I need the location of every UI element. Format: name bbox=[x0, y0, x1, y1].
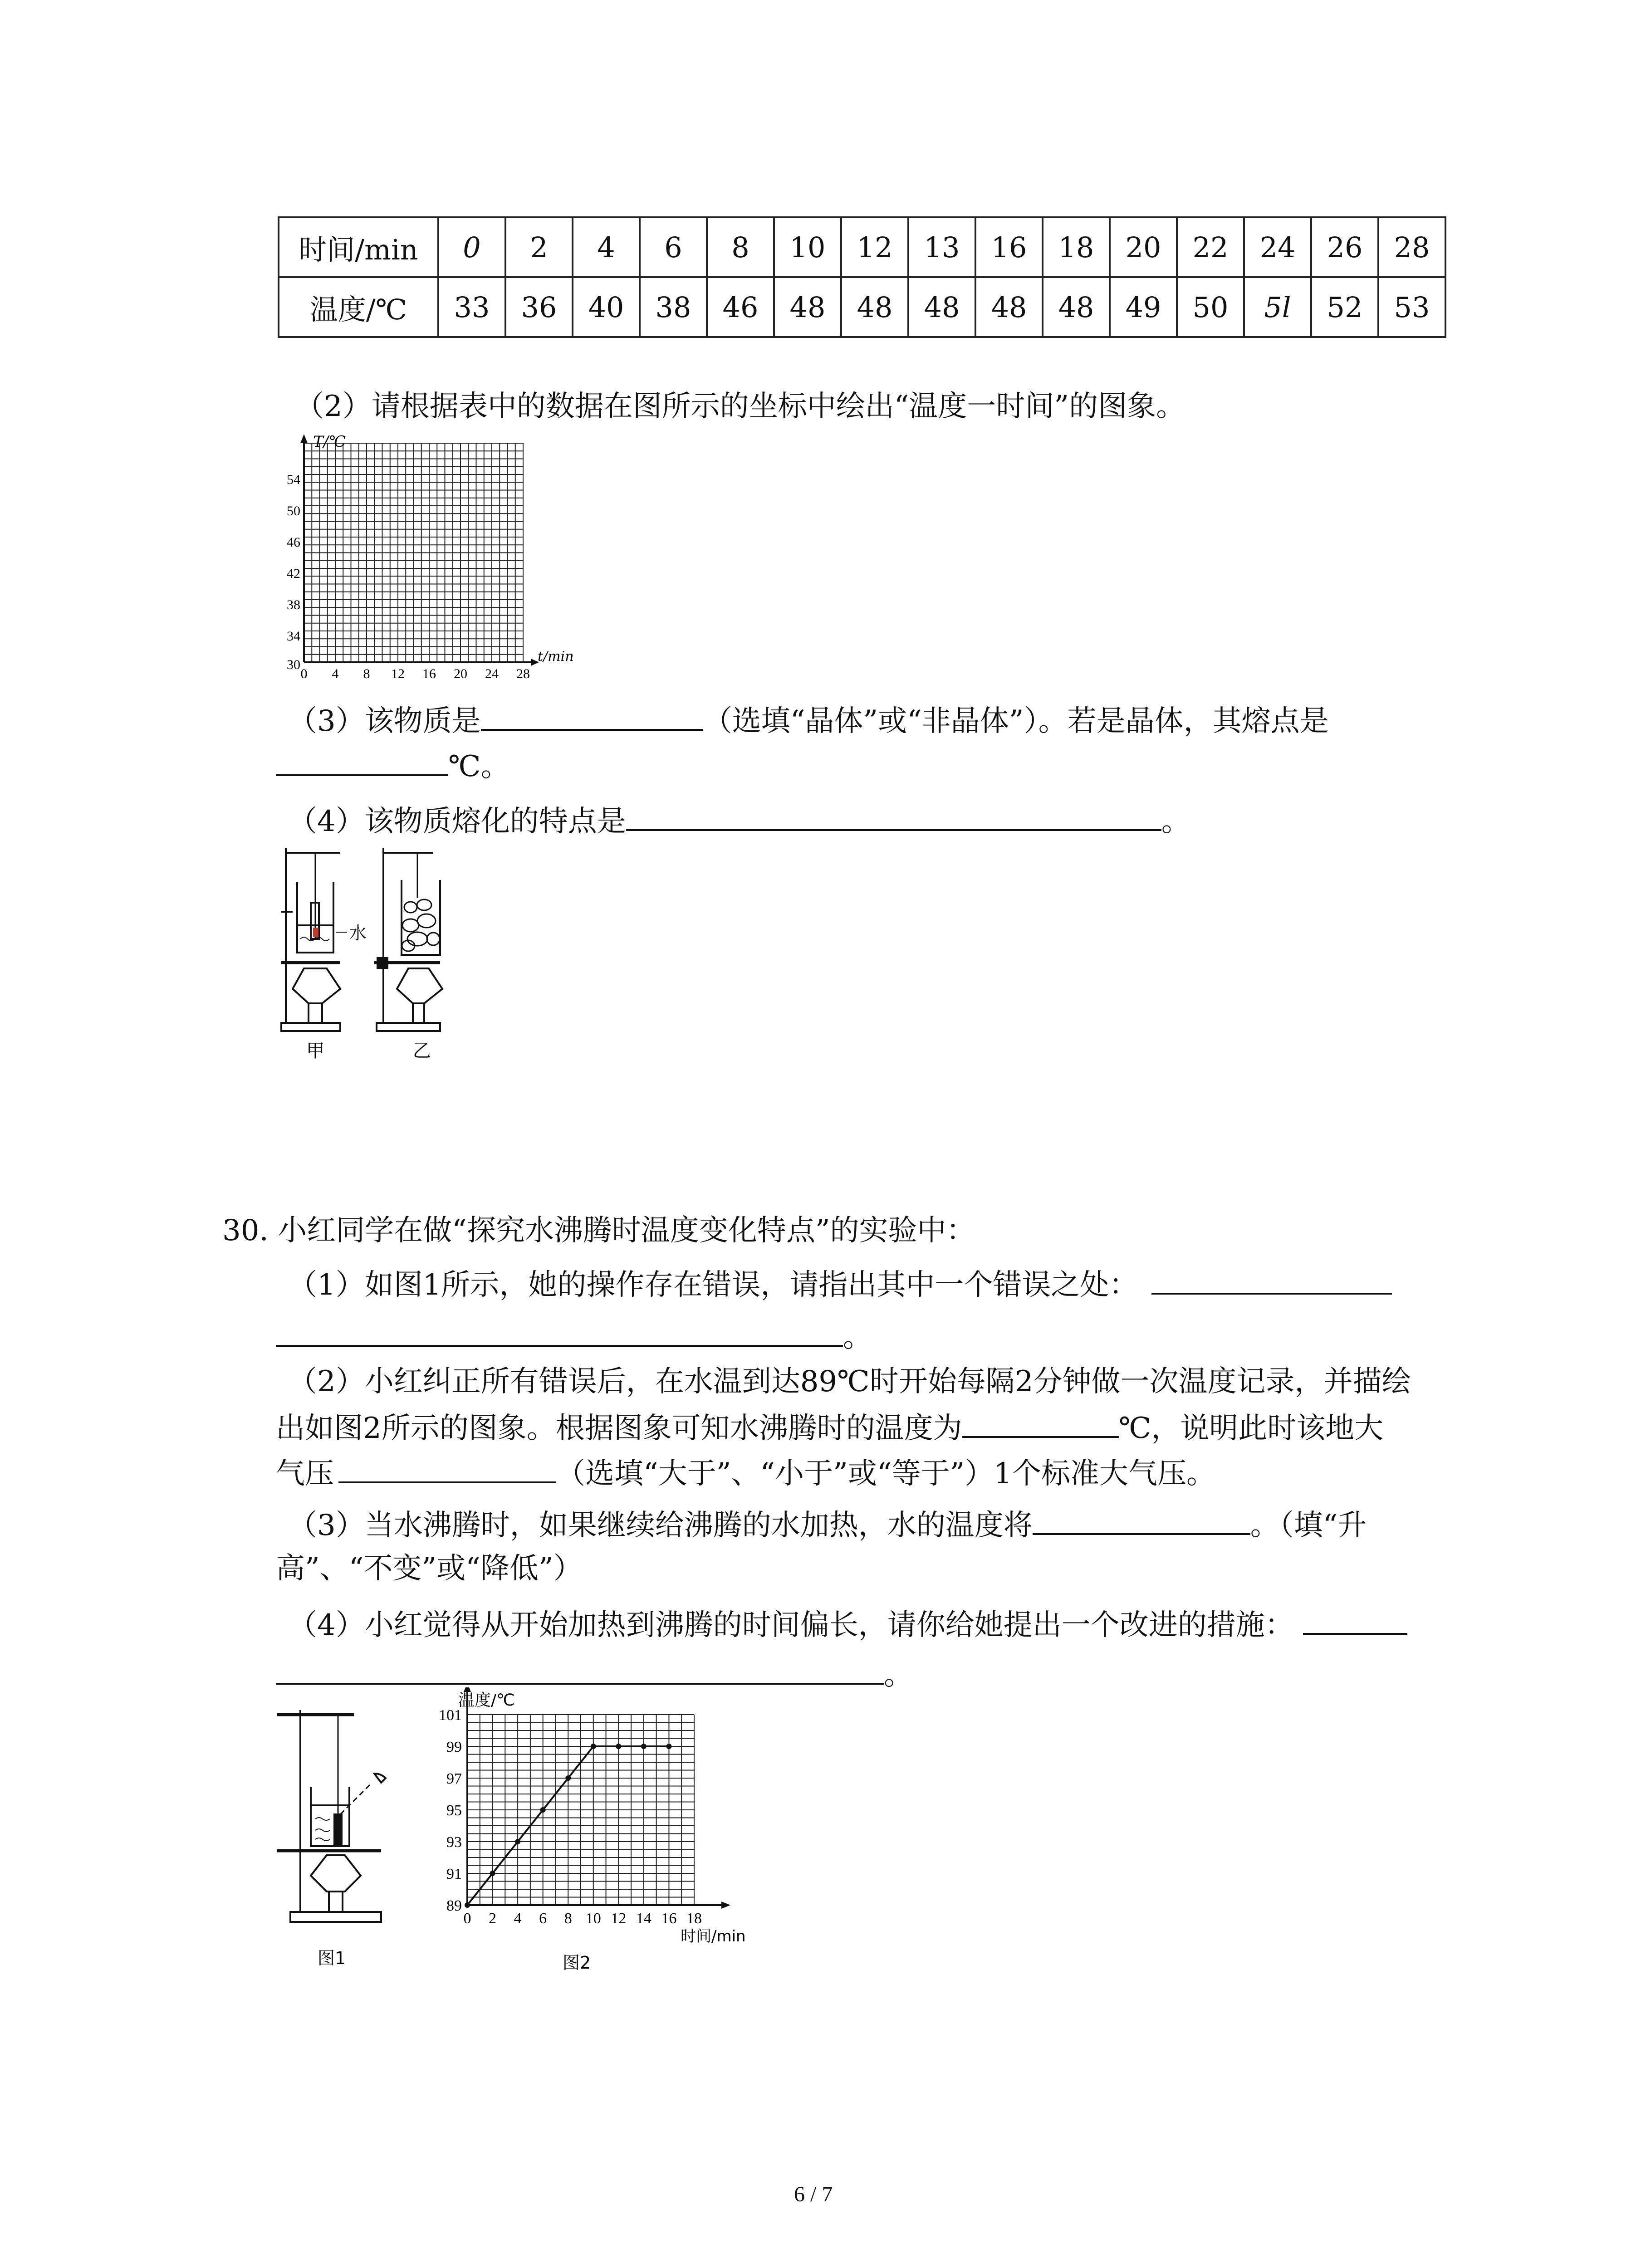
table-cell: 22 bbox=[1177, 217, 1244, 277]
table-cell: 46 bbox=[707, 277, 774, 337]
table-cell: 26 bbox=[1311, 217, 1378, 277]
grid-y-tick: 54 bbox=[287, 472, 300, 487]
table-cell: 12 bbox=[841, 217, 908, 277]
data-point bbox=[490, 1871, 495, 1876]
grid-x-tick: 0 bbox=[300, 666, 308, 681]
q30-part2-text-d: 气压 bbox=[276, 1457, 334, 1491]
table-cell: 38 bbox=[640, 277, 707, 337]
answer-blank-error-2[interactable] bbox=[276, 1313, 843, 1347]
page-number: 6 / 7 bbox=[794, 2182, 833, 2206]
q30-part2-line2 bbox=[276, 1404, 1383, 1450]
q29-part3-line1 bbox=[288, 697, 1329, 743]
grid-x-tick: 4 bbox=[332, 666, 339, 681]
answer-blank-improvement-1[interactable] bbox=[1303, 1601, 1407, 1635]
q29-part2-text: （2）请根据表中的数据在图所示的坐标中绘出“温度一时间”的图象。 bbox=[295, 390, 1185, 423]
answer-blank-boiling-temp[interactable] bbox=[962, 1404, 1119, 1438]
data-point bbox=[666, 1744, 671, 1749]
answer-blank-water-temp[interactable] bbox=[1033, 1501, 1250, 1535]
grid-x-tick: 16 bbox=[422, 666, 436, 681]
answer-blank-pressure[interactable] bbox=[338, 1450, 556, 1483]
q30-part4-text-a: （4）小红觉得从开始加热到沸腾的时间偏长，请你给她提出一个改进的措施： bbox=[288, 1608, 1294, 1642]
x-tick-label: 4 bbox=[514, 1910, 522, 1927]
grid-y-tick: 34 bbox=[287, 629, 300, 644]
table-cell: 13 bbox=[908, 217, 975, 277]
q30-part4-line1 bbox=[288, 1601, 1407, 1647]
table-cell: 8 bbox=[707, 217, 774, 277]
boiling-temperature-chart bbox=[408, 1687, 794, 1973]
fig2-label: 图2 bbox=[563, 1953, 591, 1973]
grid-x-tick: 8 bbox=[363, 666, 370, 681]
answer-blank-improvement-2[interactable] bbox=[276, 1651, 884, 1685]
q30-part2-text-b: 出如图2所示的图象。根据图象可知水沸腾时的温度为 bbox=[276, 1412, 962, 1445]
table-cell: 5l bbox=[1244, 277, 1311, 337]
grid-x-axis-label: t/min bbox=[538, 649, 574, 665]
y-tick-label: 97 bbox=[446, 1770, 462, 1787]
q30-part4-end: 。 bbox=[884, 1658, 913, 1692]
answer-blank-error-1[interactable] bbox=[1151, 1261, 1392, 1295]
q30-title: 30. 小红同学在做“探究水沸腾时温度变化特点”的实验中： bbox=[222, 1214, 975, 1247]
apparatus-figure-jia-yi bbox=[272, 844, 490, 1070]
q30-part3-text-a: （3）当水沸腾时，如果继续给沸腾的水加热，水的温度将 bbox=[288, 1509, 1033, 1542]
q30-part3-line2: 高”、“不变”或“降低”） bbox=[276, 1552, 583, 1585]
x-tick-label: 18 bbox=[686, 1910, 702, 1927]
x-axis-arrow bbox=[721, 1901, 730, 1909]
table-cell: 53 bbox=[1378, 277, 1445, 337]
answer-blank-melting-point[interactable] bbox=[276, 743, 448, 776]
grid-y-tick: 42 bbox=[287, 566, 300, 581]
x-tick-label: 12 bbox=[611, 1910, 627, 1927]
y-tick-label: 89 bbox=[446, 1897, 462, 1914]
empty-plot-grid bbox=[272, 433, 599, 692]
data-point bbox=[465, 1902, 470, 1908]
q29-part3-middle: （选填“晶体”或“非晶体”）。若是晶体，其熔点是 bbox=[703, 704, 1329, 738]
table-cell: 49 bbox=[1110, 277, 1177, 337]
q29-part3-unit: ℃。 bbox=[448, 750, 510, 783]
y-tick-label: 99 bbox=[446, 1739, 462, 1755]
table-cell: 16 bbox=[975, 217, 1043, 277]
table-cell: 10 bbox=[774, 217, 841, 277]
q30-part1-prefix: （1）如图1所示，她的操作存在错误，请指出其中一个错误之处： bbox=[288, 1268, 1138, 1302]
y-tick-label: 101 bbox=[439, 1707, 462, 1724]
grid-x-tick: 12 bbox=[391, 666, 405, 681]
table-cell: 2 bbox=[505, 217, 573, 277]
data-point bbox=[616, 1744, 621, 1749]
table-cell: 28 bbox=[1378, 217, 1445, 277]
data-point bbox=[540, 1807, 546, 1813]
temp-header: 温度/℃ bbox=[279, 277, 438, 337]
x-tick-label: 6 bbox=[539, 1910, 547, 1927]
q29-part3-line2 bbox=[276, 743, 510, 788]
x-tick-label: 8 bbox=[564, 1910, 572, 1927]
table-cell: 52 bbox=[1311, 277, 1378, 337]
q29-part4-line bbox=[288, 797, 1190, 843]
answer-blank-crystal[interactable] bbox=[481, 697, 703, 731]
grid-y-axis-label: T/℃ bbox=[313, 433, 346, 451]
y-tick-label: 93 bbox=[446, 1834, 462, 1851]
table-cell: 20 bbox=[1110, 217, 1177, 277]
table-cell: 33 bbox=[438, 277, 505, 337]
table-cell: 48 bbox=[908, 277, 975, 337]
grid-y-tick: 46 bbox=[287, 535, 300, 550]
table-cell: 24 bbox=[1244, 217, 1311, 277]
x-tick-label: 0 bbox=[463, 1910, 471, 1927]
x-tick-label: 14 bbox=[636, 1910, 652, 1927]
data-point bbox=[641, 1744, 647, 1749]
table-cell: 18 bbox=[1043, 217, 1110, 277]
x-tick-label: 10 bbox=[585, 1910, 601, 1927]
q29-part4-prefix: （4）该物质熔化的特点是 bbox=[288, 805, 626, 838]
q30-part3-text-b: 。（填“升 bbox=[1250, 1509, 1367, 1542]
chart-y-axis-label: 温度/℃ bbox=[458, 1691, 515, 1710]
table-cell: 48 bbox=[774, 277, 841, 337]
table-cell: 50 bbox=[1177, 277, 1244, 337]
x-tick-label: 16 bbox=[661, 1910, 677, 1927]
table-cell: 0 bbox=[438, 217, 505, 277]
y-tick-label: 91 bbox=[446, 1866, 462, 1882]
time-row bbox=[279, 217, 1445, 277]
x-tick-label: 2 bbox=[489, 1910, 497, 1927]
water-label: 水 bbox=[349, 923, 367, 943]
chart-x-axis-label: 时间/min bbox=[681, 1927, 746, 1945]
y-tick-label: 95 bbox=[446, 1802, 462, 1819]
table-cell: 4 bbox=[573, 217, 640, 277]
table-cell: 6 bbox=[640, 217, 707, 277]
fig-label-yi: 乙 bbox=[413, 1041, 431, 1061]
q30-part3-line1 bbox=[288, 1501, 1367, 1547]
q29-part4-end: 。 bbox=[1161, 805, 1190, 838]
grid-x-tick: 20 bbox=[454, 666, 467, 681]
data-point bbox=[515, 1839, 520, 1844]
grid-y-tick: 38 bbox=[287, 597, 300, 612]
q30-part2-text-c: ℃，说明此时该地大 bbox=[1118, 1412, 1384, 1445]
table-cell: 48 bbox=[975, 277, 1043, 337]
grid-y-tick: 30 bbox=[287, 657, 300, 672]
fig1-label: 图1 bbox=[318, 1948, 346, 1968]
q30-part2-line1: （2）小红纠正所有错误后，在水温到达89℃时开始每隔2分钟做一次温度记录，并描绘 bbox=[288, 1365, 1411, 1398]
q30-part2-line3 bbox=[276, 1450, 1215, 1496]
q30-part1-line1 bbox=[288, 1261, 1392, 1307]
table-cell: 48 bbox=[1043, 277, 1110, 337]
q30-part2-text-e: （选填“大于”、“小于”或“等于”）1个标准大气压。 bbox=[556, 1457, 1216, 1491]
q29-part3-prefix: （3）该物质是 bbox=[288, 704, 481, 738]
grid-y-tick: 50 bbox=[287, 503, 300, 518]
data-point bbox=[565, 1775, 571, 1781]
boiling-apparatus-fig1 bbox=[272, 1701, 399, 1973]
table-cell: 40 bbox=[573, 277, 640, 337]
time-header: 时间/min bbox=[279, 217, 438, 277]
table-cell: 36 bbox=[505, 277, 573, 337]
fig-label-jia: 甲 bbox=[306, 1041, 324, 1061]
grid-x-tick: 24 bbox=[485, 666, 499, 681]
temperature-data-table bbox=[278, 216, 1446, 338]
q30-part1-line2 bbox=[276, 1313, 872, 1359]
temp-row bbox=[279, 277, 1445, 337]
table-cell: 48 bbox=[841, 277, 908, 337]
data-point bbox=[591, 1744, 596, 1749]
grid-x-tick: 28 bbox=[516, 666, 530, 681]
answer-blank-melting-feature[interactable] bbox=[626, 797, 1161, 831]
q30-part1-end: 。 bbox=[843, 1320, 872, 1354]
